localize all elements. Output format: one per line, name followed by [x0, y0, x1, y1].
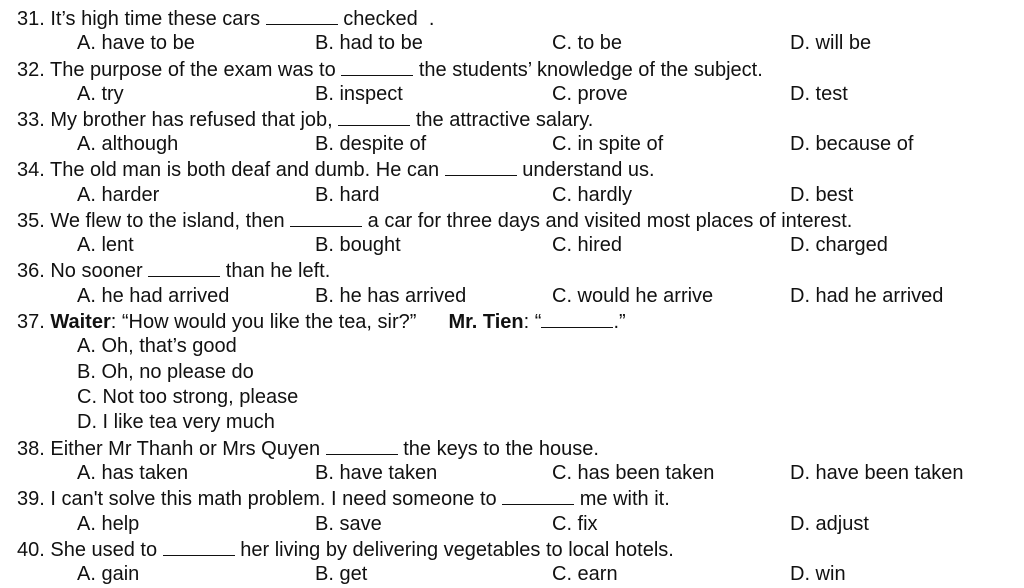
answer-blank [290, 208, 362, 227]
answer-blank [338, 107, 410, 126]
question-text: 40. She used to [17, 539, 163, 561]
question-37 [17, 309, 626, 333]
question-text: me with it. [574, 488, 670, 510]
question-35 [17, 208, 852, 232]
question-text: 36. No sooner [17, 260, 149, 282]
option-b[interactable]: B. bought [315, 234, 401, 256]
answer-blank [148, 258, 220, 277]
option-a[interactable]: A. he had arrived [77, 285, 230, 307]
speaker-name: Mr. Tien [448, 311, 524, 333]
option-d[interactable]: D. will be [790, 32, 872, 54]
option-a[interactable]: A. gain [77, 563, 140, 585]
option-d[interactable]: D. adjust [790, 513, 869, 535]
option-b[interactable]: B. hard [315, 184, 380, 206]
option-a[interactable]: A. harder [77, 184, 160, 206]
question-text: a car for three days and visited most places of interest. [362, 210, 853, 232]
question-32 [17, 57, 763, 81]
question-38 [17, 436, 599, 460]
speaker-name: Waiter [50, 311, 111, 333]
question-40 [17, 537, 674, 561]
dialogue-line: : “How would you like the tea, sir?” [110, 311, 417, 333]
question-text: than he left. [220, 260, 331, 282]
option-c[interactable]: C. hired [552, 234, 623, 256]
question-text: 31. It’s high time these cars [17, 8, 266, 30]
option-c[interactable]: C. would he arrive [552, 285, 714, 307]
question-text: the keys to the house. [397, 438, 599, 460]
question-text: 38. Either Mr Thanh or Mrs Quyen [17, 438, 326, 460]
option-d[interactable]: D. I like tea very much [77, 411, 275, 433]
question-34 [17, 157, 655, 181]
option-c[interactable]: C. to be [552, 32, 623, 54]
option-a[interactable]: A. has taken [77, 462, 189, 484]
option-b[interactable]: B. Oh, no please do [77, 361, 254, 383]
question-text: the students’ knowledge of the subject. [413, 59, 763, 81]
option-c[interactable]: C. fix [552, 513, 598, 535]
option-c[interactable]: C. prove [552, 83, 628, 105]
option-d[interactable]: D. win [790, 563, 846, 585]
option-b[interactable]: B. get [315, 563, 368, 585]
answer-blank [445, 157, 517, 176]
option-a[interactable]: A. lent [77, 234, 134, 256]
option-a[interactable]: A. Oh, that’s good [77, 335, 237, 357]
option-c[interactable]: C. hardly [552, 184, 633, 206]
option-d[interactable]: D. best [790, 184, 854, 206]
option-d[interactable]: D. charged [790, 234, 888, 256]
option-a[interactable]: A. have to be [77, 32, 195, 54]
question-text: understand us. [516, 159, 655, 181]
question-33 [17, 107, 593, 131]
question-text: 32. The purpose of the exam was to [17, 59, 342, 81]
option-d[interactable]: D. have been taken [790, 462, 964, 484]
question-text: checked . [337, 8, 435, 30]
option-c[interactable]: C. has been taken [552, 462, 715, 484]
dialogue-line: : “ [523, 311, 542, 333]
option-a[interactable]: A. although [77, 133, 179, 155]
question-text: the attractive salary. [410, 109, 594, 131]
question-text: 33. My brother has refused that job, [17, 109, 339, 131]
answer-blank [502, 486, 574, 505]
answer-blank [266, 6, 338, 25]
answer-blank [541, 309, 613, 328]
answer-blank [341, 57, 413, 76]
answer-blank [326, 436, 398, 455]
option-a[interactable]: A. try [77, 83, 124, 105]
question-39 [17, 486, 670, 510]
question-text: 35. We flew to the island, then [17, 210, 291, 232]
dialogue-line: .” [613, 311, 626, 333]
option-b[interactable]: B. have taken [315, 462, 438, 484]
question-31 [17, 6, 434, 30]
answer-blank [163, 537, 235, 556]
question-number: 37. [17, 311, 51, 333]
option-b[interactable]: B. inspect [315, 83, 403, 105]
option-c[interactable]: C. earn [552, 563, 618, 585]
option-c[interactable]: C. Not too strong, please [77, 386, 299, 408]
option-d[interactable]: D. because of [790, 133, 914, 155]
option-b[interactable]: B. he has arrived [315, 285, 467, 307]
question-text: 34. The old man is both deaf and dumb. He can [17, 159, 445, 181]
option-d[interactable]: D. had he arrived [790, 285, 944, 307]
option-b[interactable]: B. had to be [315, 32, 423, 54]
question-text: 39. I can't solve this math problem. I need someone to [17, 488, 503, 510]
option-b[interactable]: B. despite of [315, 133, 427, 155]
option-b[interactable]: B. save [315, 513, 382, 535]
option-c[interactable]: C. in spite of [552, 133, 664, 155]
option-d[interactable]: D. test [790, 83, 848, 105]
question-text: her living by delivering vegetables to local hotels. [234, 539, 674, 561]
option-a[interactable]: A. help [77, 513, 140, 535]
question-36 [17, 258, 330, 282]
